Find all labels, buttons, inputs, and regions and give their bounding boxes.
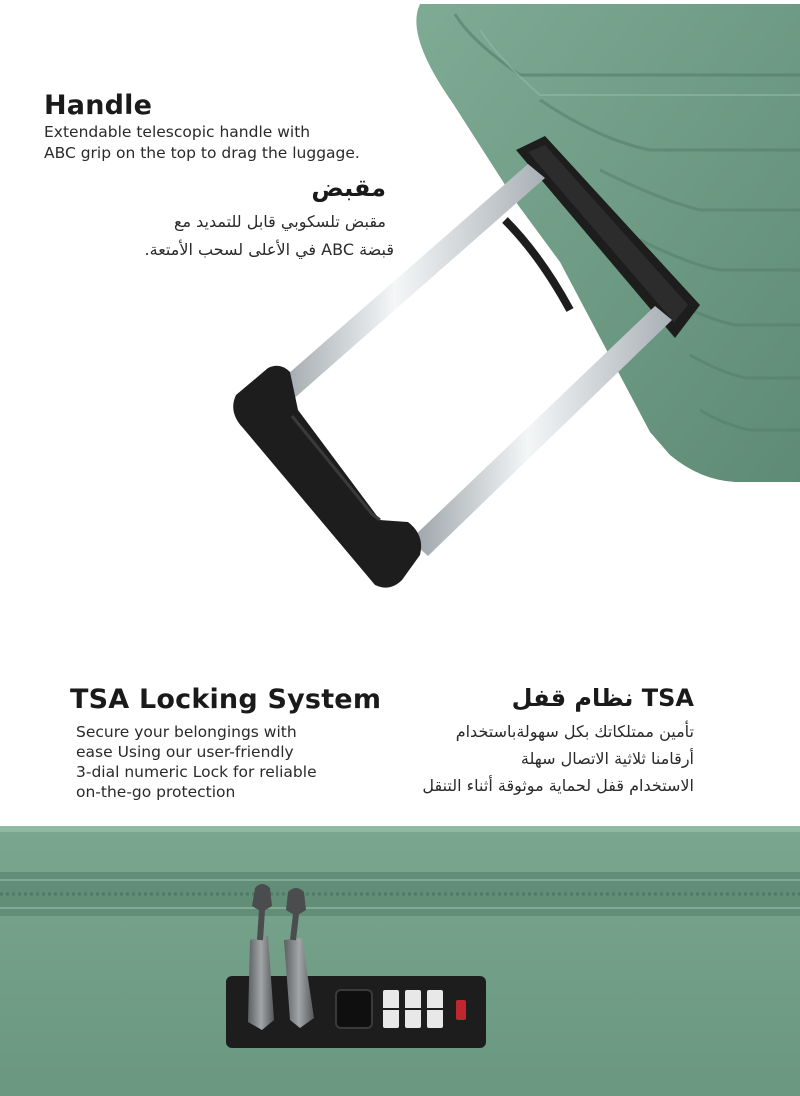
handle-title-ar: مقبض	[311, 174, 386, 202]
tsa-desc-ar-line3: الاستخدام قفل لحماية موثوقة أثناء التنقل	[422, 776, 694, 795]
tsa-title: TSA Locking System	[70, 684, 382, 715]
tsa-desc-line2: ease Using our user-friendly	[76, 743, 294, 761]
handle-desc-ar-line1: مقبض تلسكوبي قابل للتمديد مع	[173, 212, 386, 231]
tsa-desc-line3: 3-dial numeric Lock for reliable	[76, 763, 317, 781]
tsa-title-ar: TSA نظام قفل	[511, 684, 694, 712]
luggage-bottom-body	[0, 826, 800, 1096]
tsa-desc-ar-line2: أرقامنا ثلاثية الاتصال سهلة	[520, 749, 694, 768]
handle-desc-line2: ABC grip on the top to drag the luggage.	[44, 144, 360, 162]
tsa-desc-line1: Secure your belongings with	[76, 723, 297, 741]
luggage-top-body	[416, 4, 800, 482]
handle-desc-line1: Extendable telescopic handle with	[44, 123, 311, 141]
handle-desc-ar-line2: قبضة ABC في الأعلى لسحب الأمتعة.	[144, 240, 394, 259]
handle-title: Handle	[44, 90, 153, 121]
tsa-desc-line4: on-the-go protection	[76, 783, 236, 801]
combination-dials	[383, 990, 443, 1028]
lock-indicator	[456, 1000, 466, 1020]
tsa-desc-ar-line1: تأمين ممتلكاتك بكل سهولةباستخدام	[455, 722, 694, 741]
